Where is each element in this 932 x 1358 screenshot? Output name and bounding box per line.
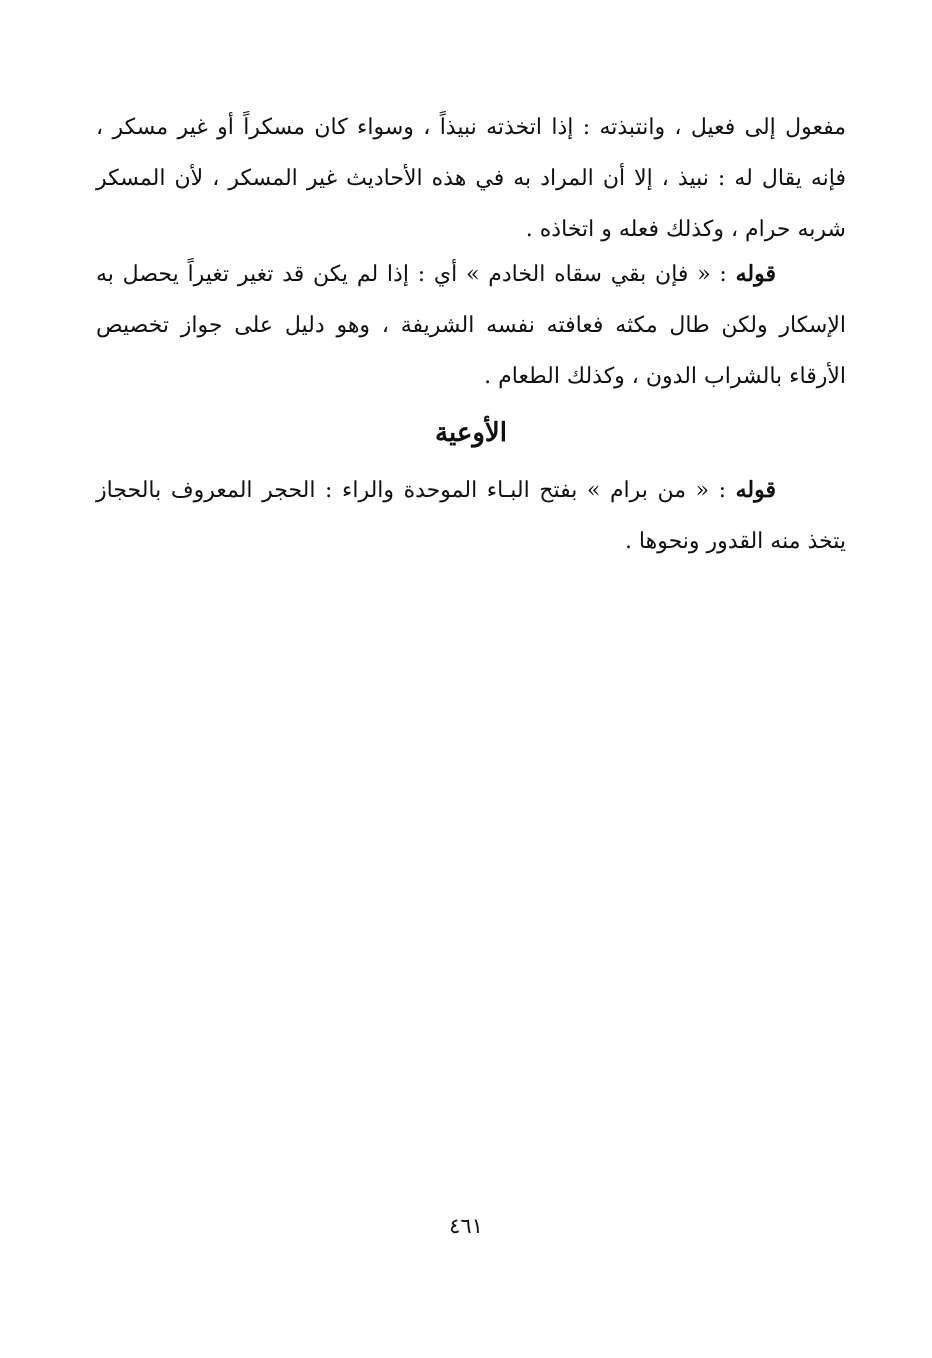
paragraph-nabidh [96,102,846,255]
text-line-rest: : « من برام » بفتح البـاء الموحدة والراء : الحجر المعروف بالحجاز [96,478,736,503]
paragraph-biram [96,465,846,567]
section-heading: الأوعية [435,418,507,448]
qawluhu-lead: قوله [735,477,776,503]
text-line: الأرقاء بالشراب الدون ، وكذلك الطعام . [484,364,846,389]
text-line [96,249,846,300]
text-line: مفعول إلى فعيل ، وانتبذته : إذا اتخذته نبيذاً ، وسواء كان مسكراً أو غير مسكر ، [96,115,846,140]
text-line-rest: : « فإن بقي سقاه الخادم » أي : إذا لم يكن قد تغير تغيراً يحصل به [96,262,736,287]
paragraph-khadim [96,249,846,402]
qawluhu-lead: قوله [735,261,776,287]
text-line: شربه حرام ، وكذلك فعله و اتخاذه . [525,217,846,242]
text-line: فإنه يقال له : نبيذ ، إلا أن المراد به في هذه الأحاديث غير المسكر ، لأن المسكر [96,166,846,191]
text-line: الإسكار ولكن طال مكثه فعافته نفسه الشريفة ، وهو دليل على جواز تخصيص [96,313,846,338]
page-number: ٤٦١ [449,1214,483,1238]
text-line: يتخذ منه القدور ونحوها . [624,529,846,554]
text-line [96,465,846,516]
